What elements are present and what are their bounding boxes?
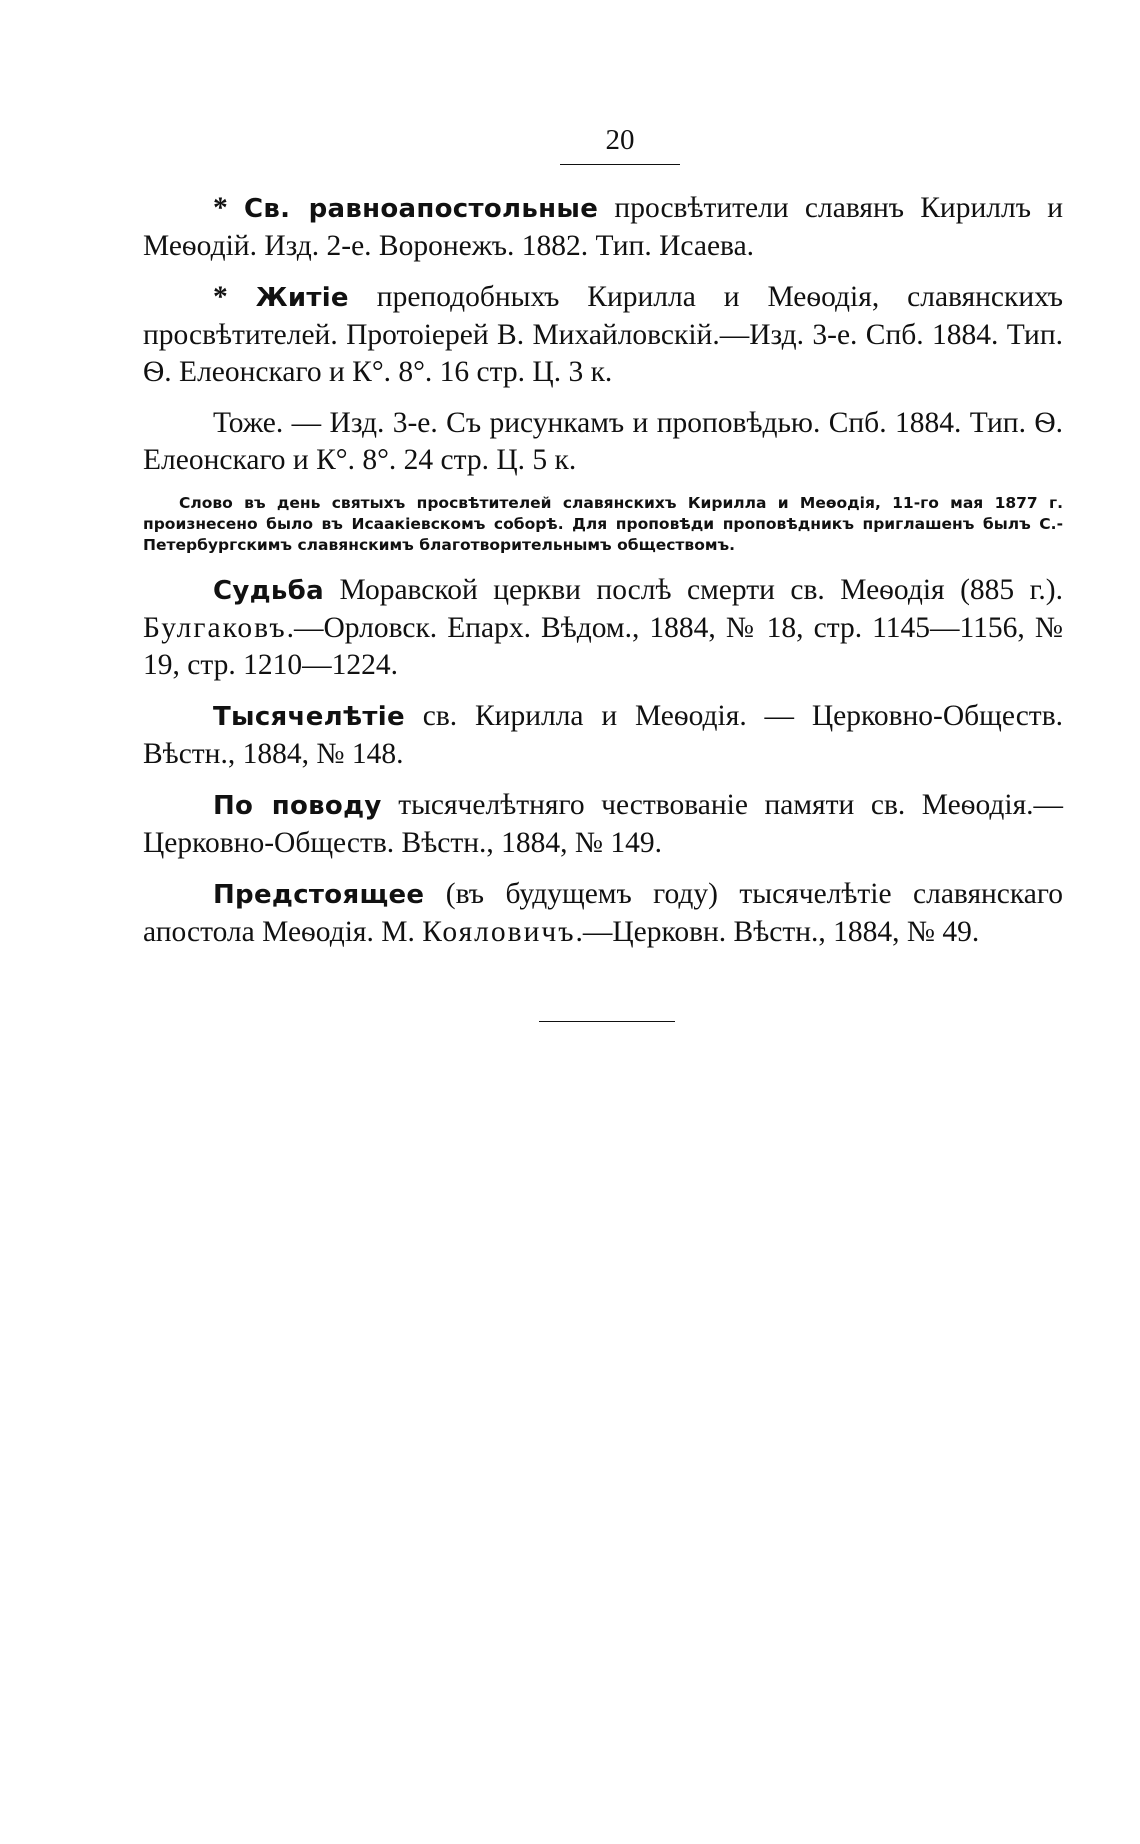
entry-title: По поводу [213,791,382,821]
bibliography-entry [143,698,1063,773]
entry-text: Моравской церкви послѣ смерти св. Меѳодія (885 г.). [339,574,1063,606]
entry-text: просвѣтители славянъ Кириллъ и Меѳодій. Изд. 2-е. Воронежъ. 1882. Тип. Исаева. [143,192,1064,262]
entry-note: Слово въ день святыхъ просвѣтителей славянскихъ Кирилла и Меѳодія, 11-го мая 1877 г. произнесено было въ Исаакіевскомъ соборѣ. Для проповѣди проповѣдникъ приглашенъ былъ С.-Петербургскимъ славянскимъ благотворительнымъ обществомъ. [143,494,1063,554]
bibliography-entry [143,876,1063,951]
entry-text: тысячелѣтняго чествованіе памяти св. Меѳодія.— Церковно-Обществ. Вѣстн., 1884, № 149. [143,789,1064,859]
entry-author: Булгаковъ [143,612,287,644]
bibliography-entry [143,787,1063,862]
entry-title: Св. равноапостольные [244,194,599,224]
entry-title: Предстоящее [213,880,425,910]
entry-title: Судьба [213,576,324,606]
entry-text: Тоже. — Изд. 3-е. Съ рисункамъ и проповѣдью. Спб. 1884. Тип. Ѳ. Елеонскаго и К°. 8°. 24 стр. Ц. 5 к. [143,407,1063,476]
end-rule [539,1021,675,1022]
asterisk-mark: * [213,192,228,224]
entry-author: Кояловичъ [422,916,576,948]
bibliography-subentry [143,405,1063,479]
bibliography-entry [143,190,1063,265]
asterisk-mark: * [213,281,228,313]
entry-title: Житіе [255,283,349,313]
bibliography-list [143,190,1063,965]
entry-text: преподобныхъ Кирилла и Меѳодія, славянскихъ просвѣтителей. Протоіерей В. Михайловскій.—Изд. 3-е. Спб. 1884. Тип. Ѳ. Елеонскаго и К°. 8°. 16 стр. Ц. 3 к. [143,281,1064,388]
entry-text: .—Орловск. Епарх. Вѣдом., 1884, № 18, стр. 1145—1156, № 19, стр. 1210—1224. [143,612,1063,681]
bibliography-entry [143,572,1063,684]
entry-text: св. Кирилла и Меѳодія. — Церковно-Обществ. Вѣстн., 1884, № 148. [143,700,1064,770]
header-rule [560,164,680,165]
entry-title: Тысячелѣтіе [213,702,405,732]
entry-text: .—Церковн. Вѣстн., 1884, № 49. [575,916,980,948]
bibliography-entry [143,279,1063,391]
page-number: 20 [605,124,635,156]
entry-text: (въ будущемъ году) тысячелѣтіе славянскаго апостола Меѳодія. М. [143,878,1063,948]
